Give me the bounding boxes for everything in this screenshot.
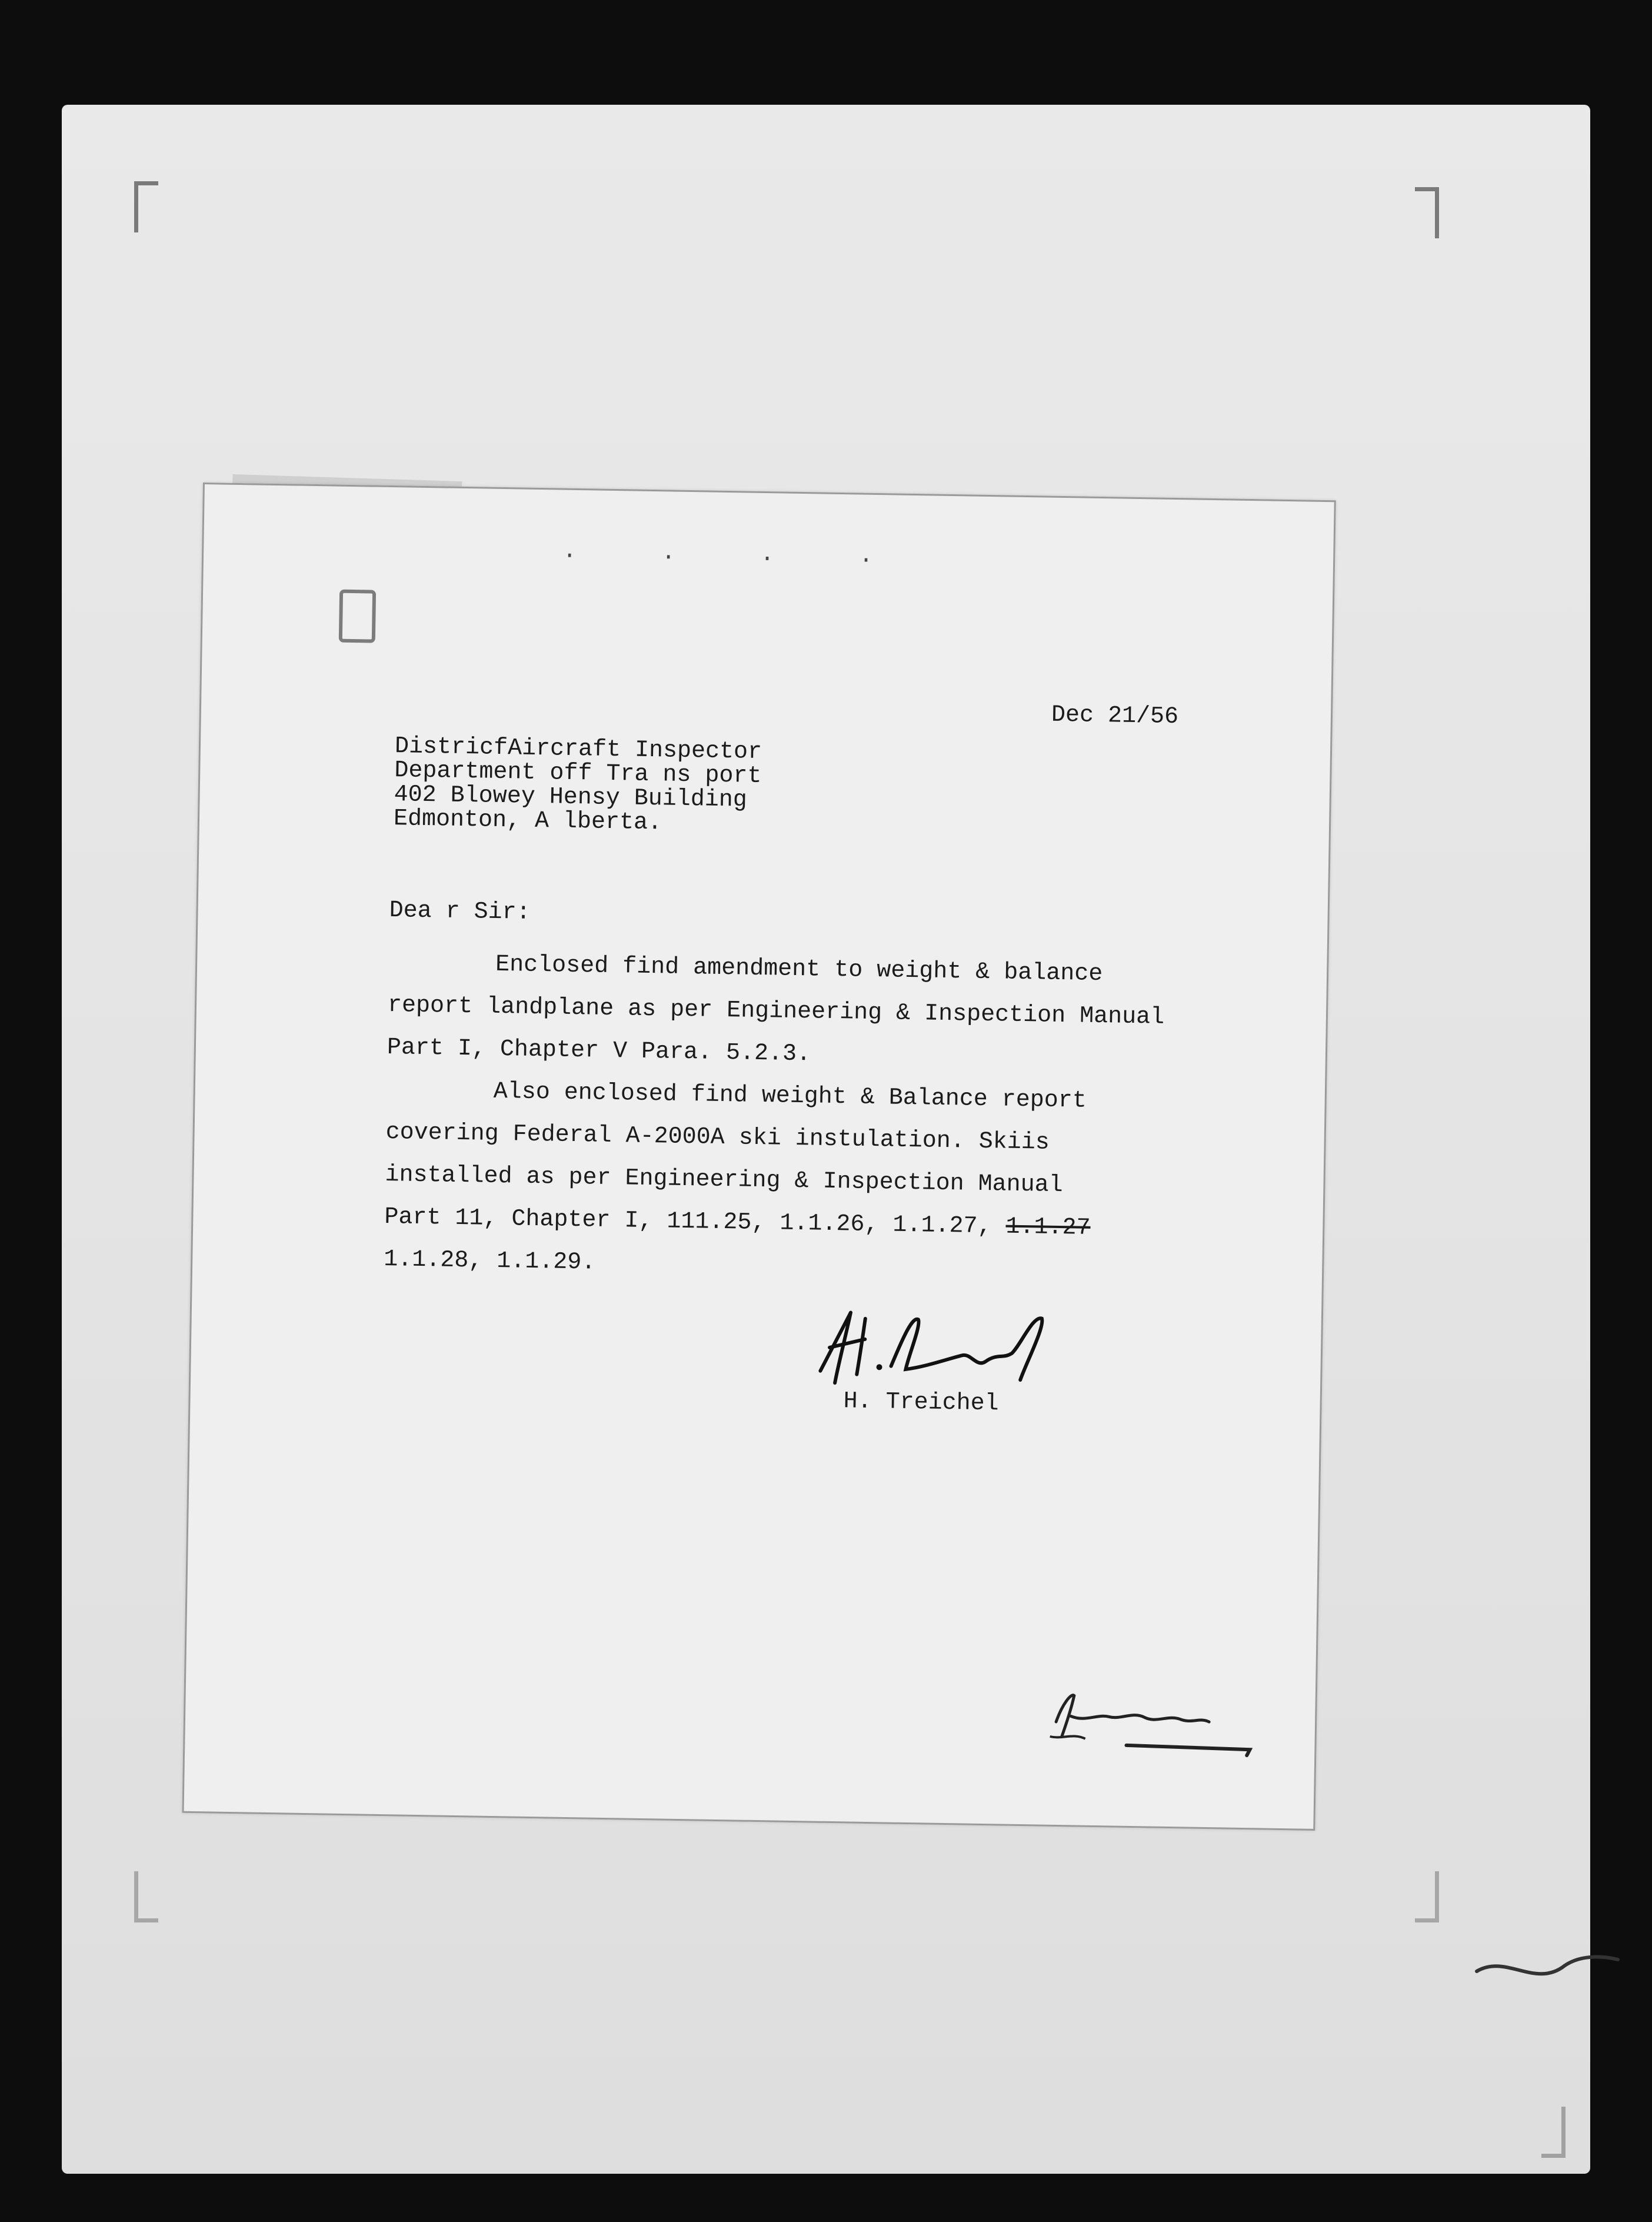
body-line: report landplane as per Engineering & Inspection Manual [387, 992, 1165, 1031]
salutation: Dea r Sir: [389, 897, 531, 926]
letter-date: Dec 21/56 [1051, 701, 1179, 731]
crop-mark-bottom-left [134, 1871, 158, 1922]
handwritten-signature [808, 1300, 1074, 1398]
address-line: Department off Tra ns port [394, 757, 762, 790]
film-artifact-curl [1471, 1948, 1624, 2001]
address-line: DistricfAircraft Inspector [394, 733, 762, 766]
signature-name: H. Treichel [843, 1388, 999, 1418]
staple-mark [339, 590, 376, 643]
address-line: 402 Blowey Hensy Building [394, 781, 748, 814]
struck-reference: 1.1.27 [1005, 1213, 1091, 1242]
letter-body [384, 942, 1165, 1293]
recipient-address [394, 734, 762, 837]
crop-mark-top-right [1415, 187, 1439, 238]
crop-mark-outer-bottom-right [1541, 2107, 1566, 2158]
body-line: Enclosed find amendment to weight & balance [495, 951, 1103, 988]
body-line: installed as per Engineering & Inspection Manual [385, 1162, 1063, 1199]
body-line: Part I, Chapter V Para. 5.2.3. [387, 1035, 811, 1068]
paper-specks: · · · · [562, 543, 909, 575]
letter-page [182, 483, 1335, 1831]
references-text: Part 11, Chapter I, 111.25, 1.1.26, 1.1.27, [384, 1204, 1006, 1240]
crop-mark-top-left [134, 181, 158, 232]
address-line: Edmonton, A lberta. [393, 806, 662, 837]
handwritten-initials [1038, 1681, 1257, 1772]
body-line: covering Federal A-2000A ski instulation. Skiis [385, 1119, 1050, 1156]
body-line: Also enclosed find weight & Balance report [493, 1078, 1087, 1115]
crop-mark-bottom-right [1415, 1871, 1439, 1922]
body-line: 1.1.28, 1.1.29. [383, 1246, 596, 1276]
